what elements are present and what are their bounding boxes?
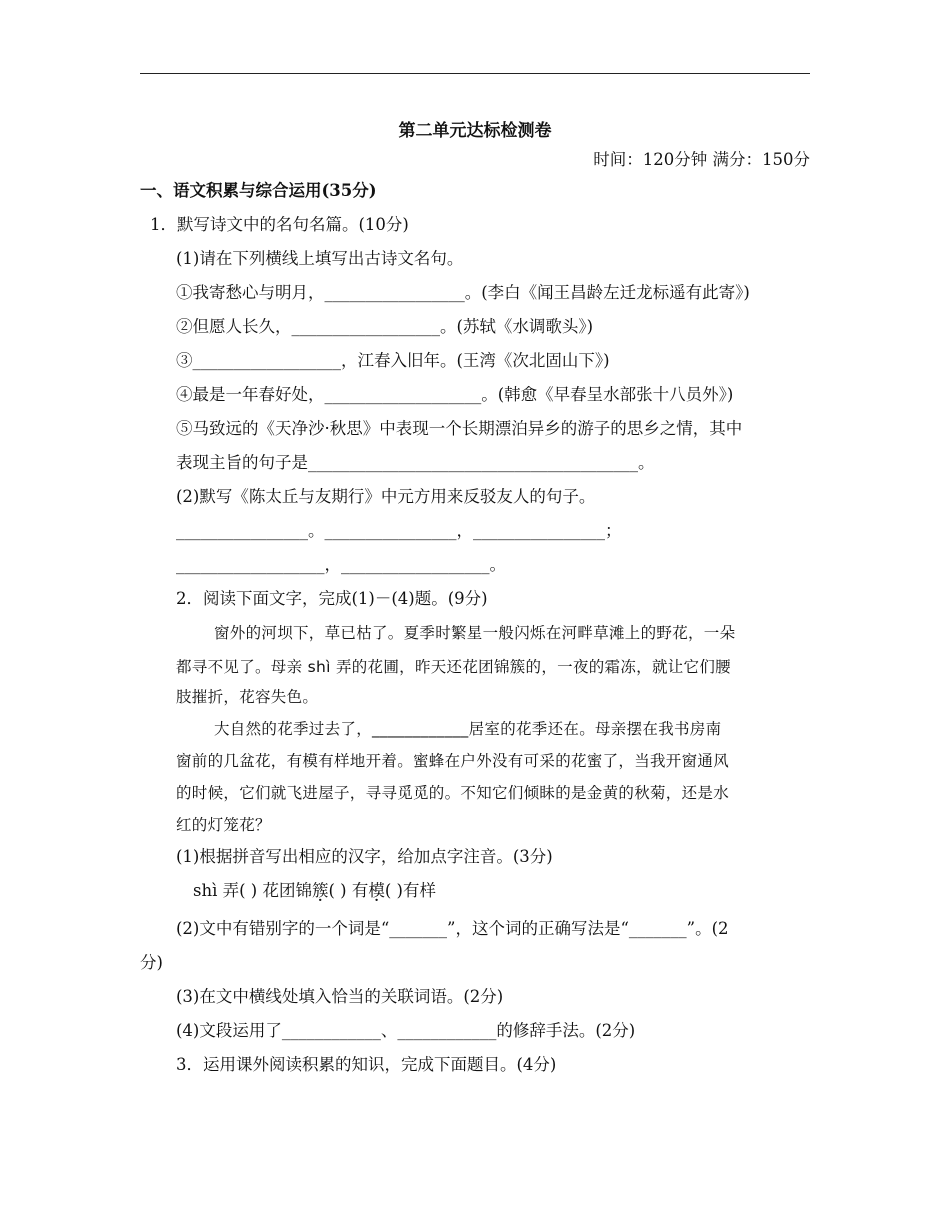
q1-item-3: ③__________________，江春入旧年。(王湾《次北固山下》) [176, 351, 610, 370]
page-title: 第二单元达标检测卷 [398, 121, 552, 141]
q1-part2-blanks-2: __________________，__________________。 [176, 555, 506, 574]
passage-line: 肢摧折，花容失色。 [176, 688, 319, 706]
q1-item-4: ④最是一年春好处，___________________。(韩愈《早春呈水部张十八员外》) [176, 385, 734, 404]
pinyin-line [193, 880, 436, 902]
q1-part1-intro: (1)请在下列横线上填写出古诗文名句。 [176, 249, 464, 268]
q1-item-5-line-2: 表现主旨的句子是________________________________________。 [176, 453, 655, 472]
header-rule [140, 73, 810, 74]
passage-line: 红的灯笼花？ [176, 816, 271, 834]
question-1-stem: 1．默写诗文中的名句名篇。(10分) [150, 215, 409, 234]
pinyin-a-prefix: shì 弄( ) 花团锦 [193, 881, 312, 900]
passage-line: 都寻不见了。母亲 shì 弄的花圃，昨天还花团锦簇的，一夜的霜冻，就让它们腰 [176, 658, 731, 676]
passage-line: 大自然的花季过去了，____________居室的花季还在。母亲摆在我书房南 [214, 720, 722, 738]
question-3-stem: 3．运用课外阅读积累的知识，完成下面题目。(4分) [176, 1055, 557, 1074]
q1-item-1: ①我寄愁心与明月，_________________。(李白《闻王昌龄左迁龙标遥有此寄》) [176, 283, 750, 302]
q2-sub-4: (4)文段运用了____________、____________的修辞手法。(2分) [176, 1021, 636, 1040]
pinyin-b-suffix: ( )有样 [384, 881, 436, 900]
dotted-char-cu: 簇 [311, 881, 329, 900]
q2-sub-2-line-1: (2)文中有错别字的一个词是“_______”，这个词的正确写法是“_______”。(2 [176, 919, 729, 938]
q2-sub-1: (1)根据拼音写出相应的汉字，给加点字注音。(3分) [176, 847, 553, 866]
q2-sub-2-line-2: 分) [140, 953, 163, 972]
q2-sub-3: (3)在文中横线处填入恰当的关联词语。(2分) [176, 987, 504, 1006]
time-info: 时间：120分钟 满分：150分 [593, 150, 810, 169]
question-2-stem: 2．阅读下面文字，完成(1)－(4)题。(9分) [176, 589, 488, 608]
passage-line: 窗外的河坝下，草已枯了。夏季时繁星一般闪烁在河畔草滩上的野花，一朵 [214, 624, 736, 642]
q1-part2-blanks-1: ________________。________________，________________； [176, 521, 622, 540]
dotted-char-mo: 模 [368, 881, 385, 900]
passage-line: 的时候，它们就飞进屋子，寻寻觅觅的。不知它们倾眛的是金黄的秋菊，还是水 [176, 784, 730, 802]
q1-item-2: ②但愿人长久，__________________。(苏轼《水调歌头》) [176, 317, 594, 336]
q1-part2-intro: (2)默写《陈太丘与友期行》中元方用来反驳友人的句子。 [176, 487, 596, 506]
section-heading: 一、语文积累与综合运用(35分) [140, 181, 377, 200]
q1-item-5-line-1: ⑤马致远的《天净沙·秋思》中表现一个长期漂泊异乡的游子的思乡之情，其中 [176, 419, 743, 438]
passage-line: 窗前的几盆花，有模有样地开着。蜜蜂在户外没有可采的花蜜了，当我开窗通风 [176, 752, 730, 770]
pinyin-a-suffix: ( ) 有 [328, 881, 369, 900]
